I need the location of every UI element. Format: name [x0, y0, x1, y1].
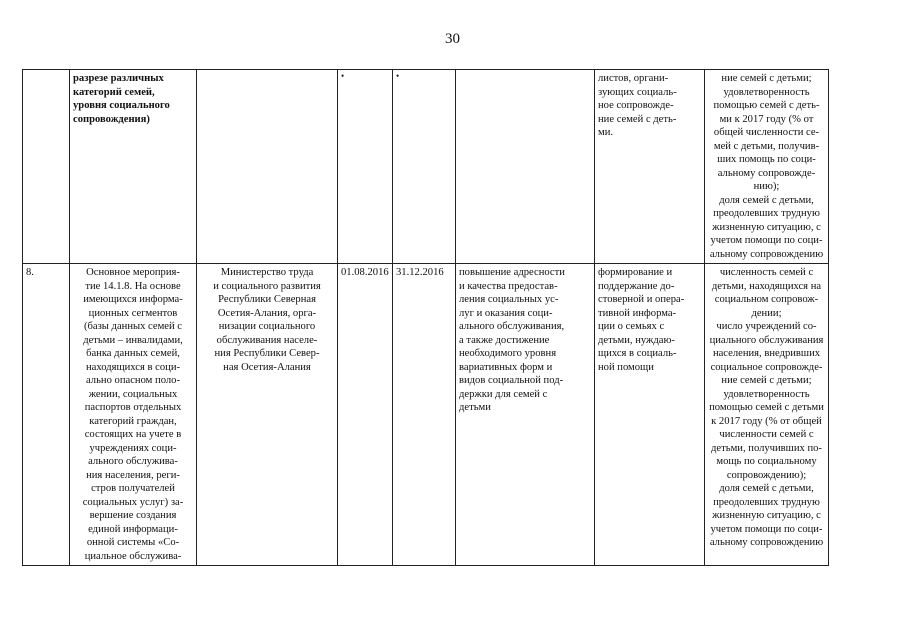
start-mark: • [341, 71, 345, 81]
program-table [22, 69, 829, 566]
effect-cell: повышение адресности и качества предостав- ления социальных ус- луг и оказания соци- ального обслуживания, а также достижение необходимого уровня вариативных форм и видов социальной под- держки для семей с детьми [456, 264, 595, 566]
executor-cell [197, 70, 338, 264]
start-date-cell [338, 264, 393, 566]
page-number: 30 [445, 31, 460, 47]
problems-cell: формирование и поддержание до- стоверной и опера- тивной информа- ции о семьях с детьми, нуждаю- щихся в социаль- ной помощи [595, 264, 705, 566]
problems-cell: листов, органи- зующих социаль- ное сопровожде- ние семей с деть- ми. [595, 70, 705, 264]
executor-cell: Министерство труда и социального развития Республики Северная Осетия-Алания, орга- низации социального обслуживания населе- ния Республики Север- ная Осетия-Алания [197, 264, 338, 566]
table-row [23, 70, 829, 264]
indicators-cell: ние семей с детьми; удовлетворенность помощью семей с деть- ми к 2017 году (% от общей численности се- мей с детьми, получив- ших помощь по соци- альному сопровожде- нию); доля семей с детьми, преодолевших трудную жизненную ситуацию, с учетом помощи по соци- альному сопровождению [705, 70, 829, 264]
activity-cell: разрезе различных категорий семей, уровня социального сопровождения) [70, 70, 197, 264]
activity-cell: Основное мероприя- тие 14.1.8. На основе имеющихся информа- ционных сегментов (базы данных семей с детьми – инвалидами, банка данных семей, находящихся в соци- ально опасном поло- жении, социальных паспортов отдельных категорий граждан, состоящих на учете в учреждениях соци- ального обслужива- ния населения, реги- стров получателей социальных услуг) за- вершение создания единой информаци- онной системы «Со- циальное обслужива- [70, 264, 197, 566]
start-date-cell [338, 70, 393, 264]
start-date: 01.08.2016 [341, 267, 389, 278]
end-mark: • [396, 71, 400, 81]
table-row [23, 264, 829, 566]
end-date-cell [393, 264, 456, 566]
indicators-cell: численность семей с детьми, находящихся на социальном сопровож- дении; число учреждений со- циального обслуживания населения, внедривших социальное сопровожде- ние семей с детьми; удовлетворенность помощью семей с детьми к 2017 году (% от общей численности семей с детьми, получивших по- мощь по социальному сопровождению); доля семей с детьми, преодолевших трудную жизненную ситуацию, с учетом помощи по соци- альному сопровождению [705, 264, 829, 566]
end-date: 31.12.2016 [396, 267, 444, 278]
row-number: 8. [23, 264, 70, 566]
end-date-cell [393, 70, 456, 264]
row-number [23, 70, 70, 264]
effect-cell [456, 70, 595, 264]
